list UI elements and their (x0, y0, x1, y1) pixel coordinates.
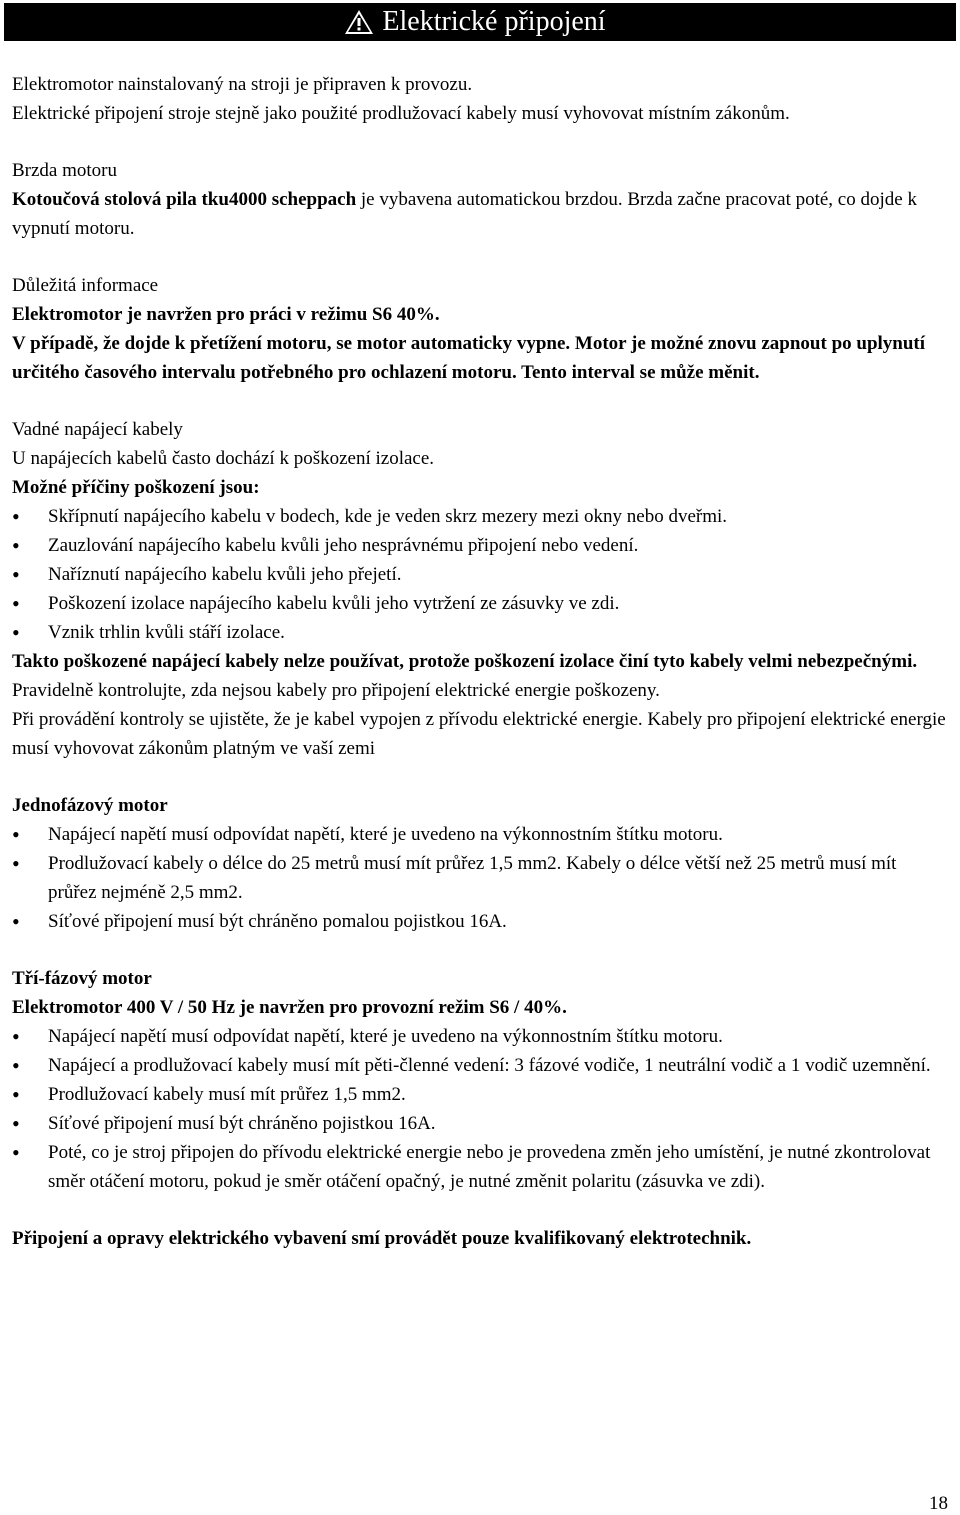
list-item: • Síťové připojení musí být chráněno pojistkou 16A. (12, 1109, 948, 1138)
list-item: • Napájecí a prodlužovací kabely musí mít pěti-členné vedení: 3 fázové vodiče, 1 neutrální vodič a 1 vodič uzemnění. (12, 1051, 948, 1080)
brake-model: Kotoučová stolová pila tku4000 scheppach (12, 189, 357, 210)
brake-heading: Brzda motoru (12, 160, 118, 181)
list-item: • Napájecí napětí musí odpovídat napětí, které je uvedeno na výkonnostním štítku motoru. (12, 1022, 948, 1051)
single-phase-list (12, 820, 948, 936)
page-title: Elektrické připojení (382, 6, 606, 37)
warning-triangle-icon (344, 9, 374, 35)
list-item: • Poté, co je stroj připojen do přívodu elektrické energie nebo je provedena změn jeho umístění, je nutné zkontrolovat směr otáčení motoru, pokud je směr otáčení opačný, je nutné změnit polaritu (zásuvka ve zdi). (12, 1138, 948, 1196)
final-note: Připojení a opravy elektrického vybavení smí provádět pouze kvalifikovaný elektrotechnik. (12, 1228, 752, 1249)
list-item: • Vznik trhlin kvůli stáří izolace. (12, 618, 948, 647)
cables-heading: Vadné napájecí kabely (12, 419, 183, 440)
page-number: 18 (929, 1493, 948, 1514)
important-line-1: Elektromotor je navržen pro práci v režimu S6 40%. (12, 304, 440, 325)
three-phase-subheading: Elektromotor 400 V / 50 Hz je navržen pro provozní režim S6 / 40%. (12, 997, 567, 1018)
list-item: • Prodlužovací kabely o délce do 25 metrů musí mít průřez 1,5 mm2. Kabely o délce větší než 25 metrů musí mít průřez nejméně 2,5 mm2. (12, 849, 948, 907)
three-phase-list (12, 1022, 948, 1196)
single-phase-heading: Jednofázový motor (12, 795, 168, 816)
causes-heading: Možné příčiny poškození jsou: (12, 477, 260, 498)
brake-paragraph (12, 185, 948, 243)
causes-list (12, 502, 948, 647)
list-item: • Naříznutí napájecího kabelu kvůli jeho přejetí. (12, 560, 948, 589)
three-phase-heading: Tří-fázový motor (12, 968, 152, 989)
list-item: • Síťové připojení musí být chráněno pomalou pojistkou 16A. (12, 907, 948, 936)
section-header (4, 3, 956, 41)
list-item: • Poškození izolace napájecího kabelu kvůli jeho vytržení ze zásuvky ve zdi. (12, 589, 948, 618)
important-line-2: V případě, že dojde k přetížení motoru, se motor automaticky vypne. Motor je možné znovu zapnout po uplynutí určitého časového intervalu potřebného pro ochlazení motoru. Tento interval se může měnit. (12, 333, 926, 383)
list-item: • Zauzlování napájecího kabelu kvůli jeho nesprávnému připojení nebo vedení. (12, 531, 948, 560)
important-heading: Důležitá informace (12, 275, 159, 296)
cables-text: U napájecích kabelů často dochází k poškození izolace. (12, 448, 435, 469)
intro-line-1: Elektromotor nainstalovaný na stroji je připraven k provozu. (12, 74, 473, 95)
intro-line-2: Elektrické připojení stroje stejně jako použité prodlužovací kabely musí vyhovovat místním zákonům. (12, 103, 790, 124)
list-item: • Napájecí napětí musí odpovídat napětí, které je uvedeno na výkonnostním štítku motoru. (12, 820, 948, 849)
list-item: • Prodlužovací kabely musí mít průřez 1,5 mm2. (12, 1080, 948, 1109)
cables-check-2: Při provádění kontroly se ujistěte, že je kabel vypojen z přívodu elektrické energie. Kabely pro připojení elektrické energie musí vyhovovat zákonům platným ve vaší zemi (12, 709, 946, 759)
document-body (12, 70, 948, 1253)
brake-text: je vybavena automatickou brzdou. Brzda začne pracovat poté, co dojde k vypnutí motoru. (12, 189, 917, 239)
list-item: • Skřípnutí napájecího kabelu v bodech, kde je veden skrz mezery mezi okny nebo dveřmi. (12, 502, 948, 531)
cables-check-1: Pravidelně kontrolujte, zda nejsou kabely pro připojení elektrické energie poškozeny. (12, 680, 660, 701)
cables-warning: Takto poškozené napájecí kabely nelze používat, protože poškození izolace činí tyto kabely velmi nebezpečnými. (12, 651, 918, 672)
